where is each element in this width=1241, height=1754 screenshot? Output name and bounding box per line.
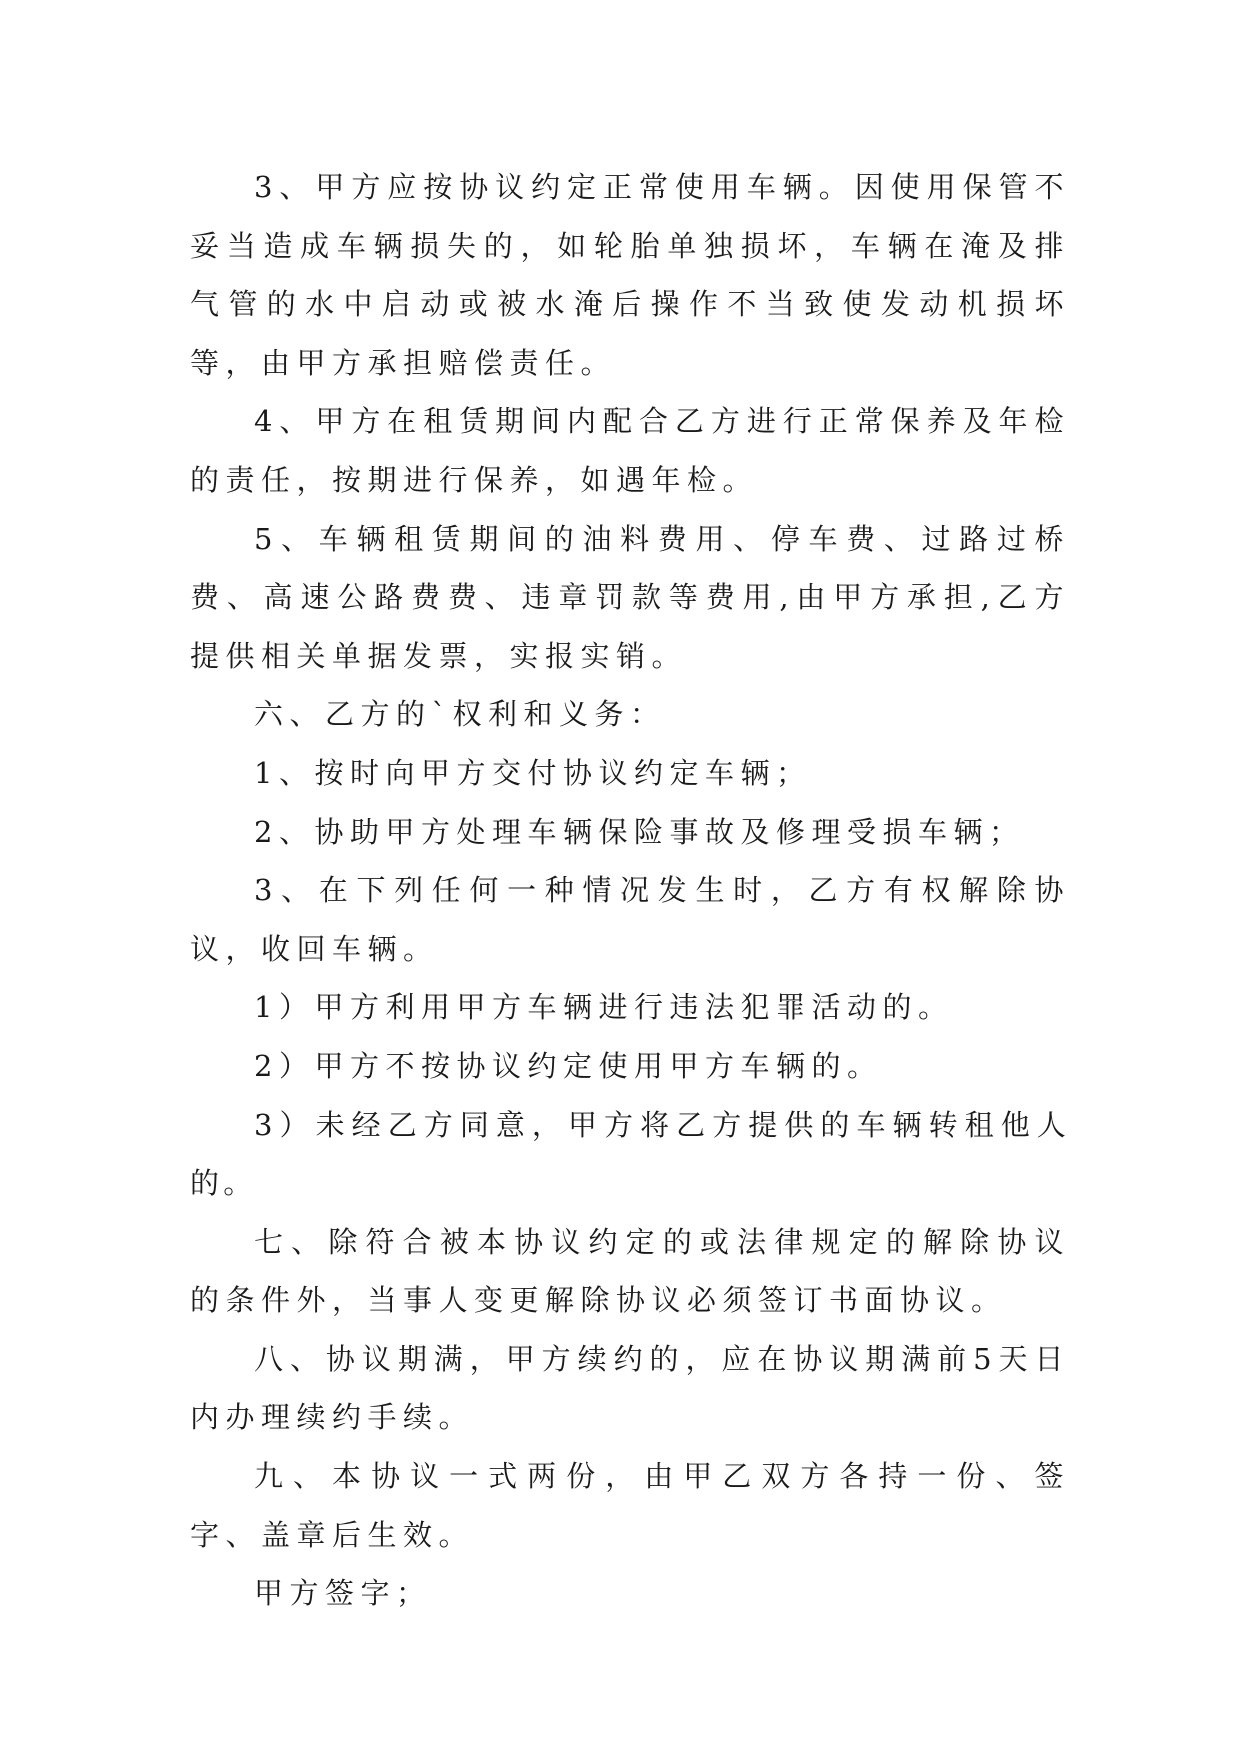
paragraph-lessor-deliver: 1、按时向甲方交付协议约定车辆； [254, 755, 812, 790]
paragraph-lessor-assist: 2、协助甲方处理车辆保险事故及修理受损车辆； [254, 814, 1025, 849]
paragraph-lessee-maintenance: 4、甲方在租赁期间内配合乙方进行正常保养及年检的责任，按期进行保养，如遇年检。 [190, 404, 1070, 497]
paragraph-lessee-vehicle-use: 3、甲方应按协议约定正常使用车辆。因使用保管不妥当造成车辆损失的，如轮胎单独损坏，车辆在淹及排气管的水中启动或被水淹后操作不当致使发动机损坏等，由甲方承担赔偿责任。 [190, 170, 1070, 380]
list-item-sublease: 3）未经乙方同意，甲方将乙方提供的车辆转租他人的。 [190, 1107, 1070, 1201]
section-copies-effective: 九、本协议一式两份，由甲乙双方各持一份、签字、盖章后生效。 [190, 1459, 1070, 1552]
list-item-illegal-use: 1）甲方利用甲方车辆进行违法犯罪活动的。 [254, 990, 954, 1025]
paragraph-lessee-expenses: 5、车辆租赁期间的油料费用、停车费、过路过桥费、高速公路费费、违章罚款等费用,由甲方承担,乙方提供相关单据发票，实报实销。 [190, 521, 1070, 673]
section-renewal: 八、协议期满，甲方续约的，应在协议期满前5天日内办理续约手续。 [190, 1341, 1070, 1435]
section-change-termination: 七、除符合被本协议约定的或法律规定的解除协议的条件外，当事人变更解除协议必须签订书面协议。 [190, 1224, 1070, 1318]
party-a-signature-label: 甲方签字； [254, 1576, 432, 1611]
paragraph-lessor-terminate: 3、在下列任何一种情况发生时，乙方有权解除协议，收回车辆。 [190, 873, 1070, 966]
document-body [190, 158, 1070, 1623]
section-heading-lessor-rights: 六、乙方的`权利和义务： [254, 697, 666, 732]
list-item-improper-use: 2）甲方不按协议约定使用甲方车辆的。 [254, 1048, 883, 1083]
